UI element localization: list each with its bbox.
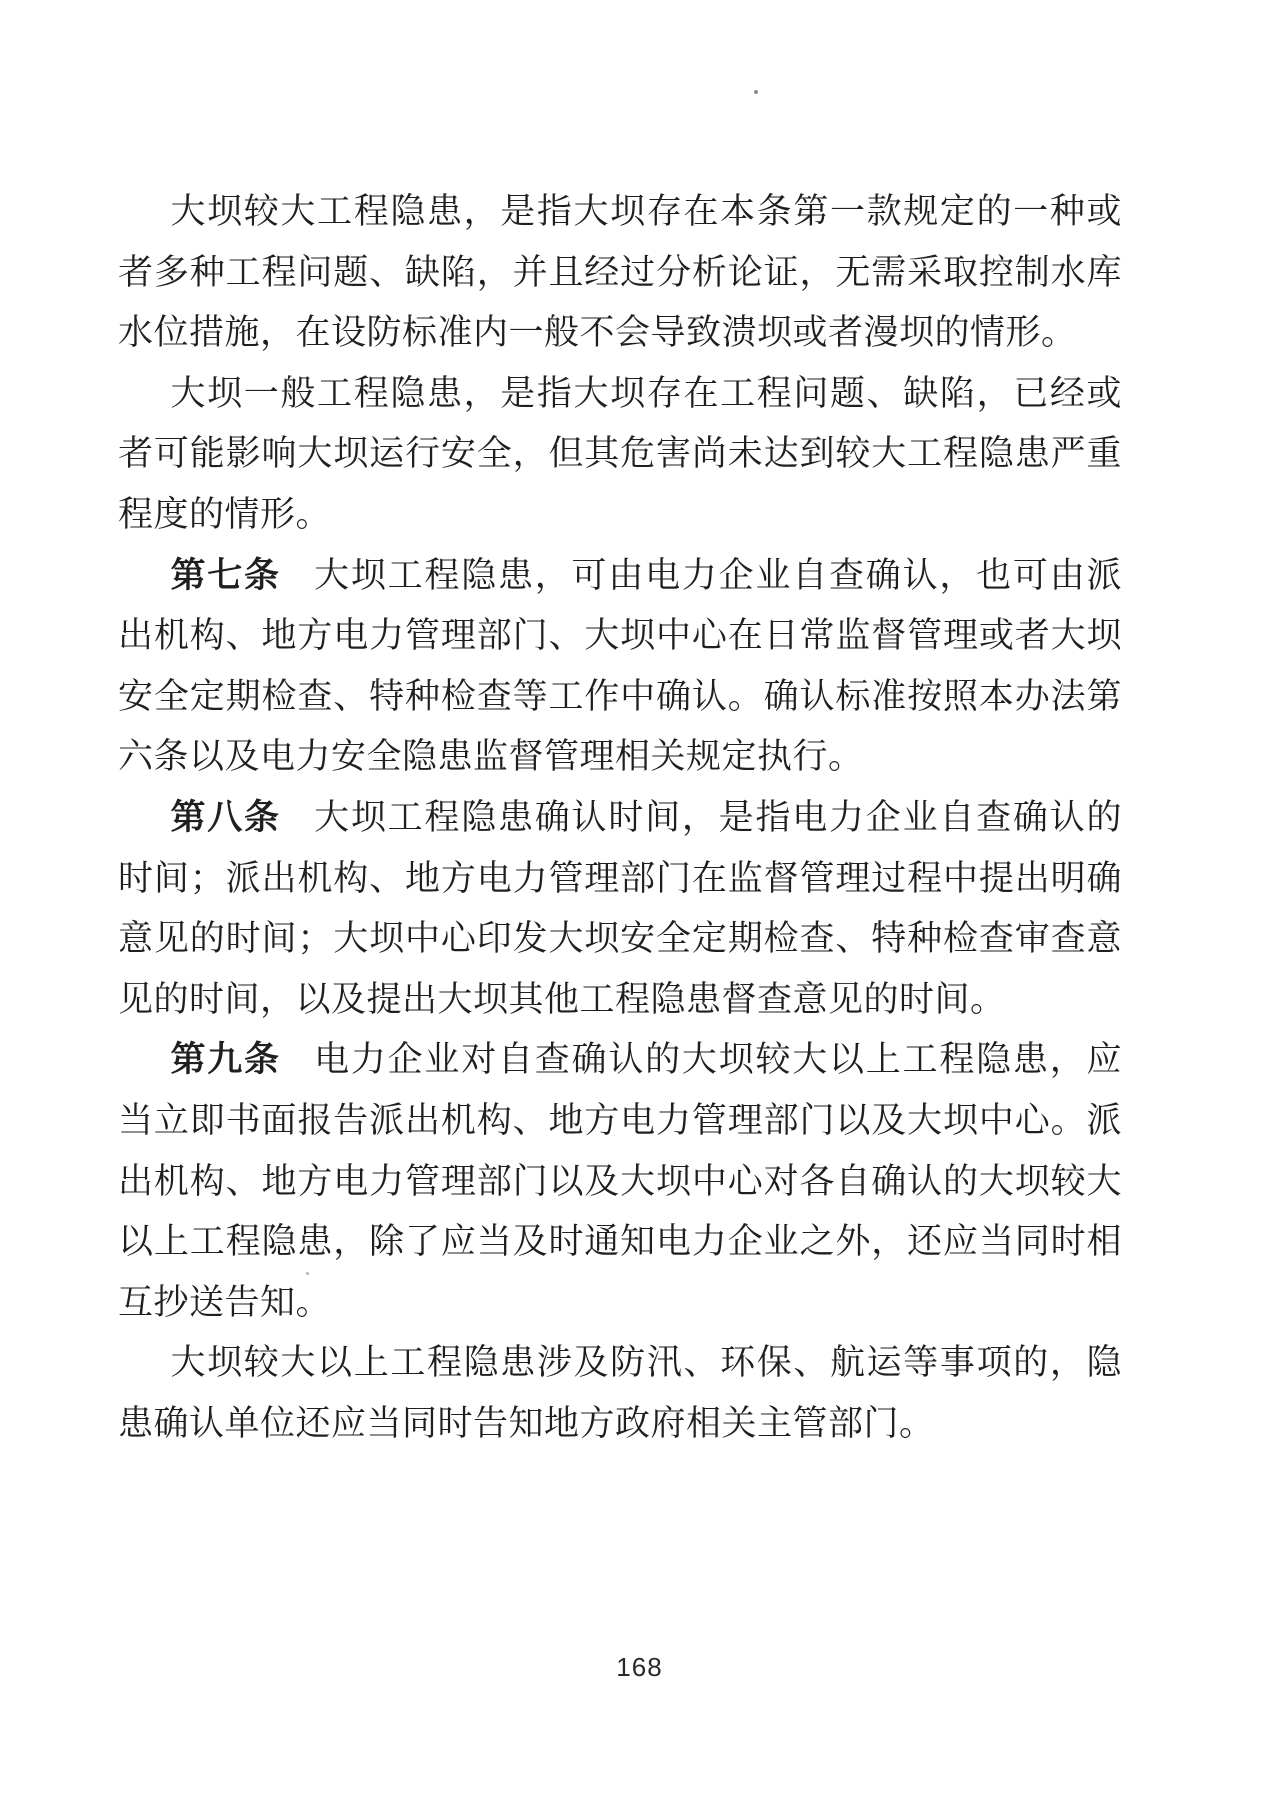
paragraph-article-7 bbox=[118, 546, 1122, 788]
paragraph-definition-major-hazard bbox=[118, 182, 1122, 364]
paragraph-text: 大坝较大工程隐患，是指大坝存在本条第一款规定的一种或者多种工程问题、缺陷，并且经过分析论证，无需采取控制水库水位措施，在设防标准内一般不会导致溃坝或者漫坝的情形。 bbox=[118, 192, 1122, 353]
article-7-term: 第七条 bbox=[170, 555, 281, 595]
paragraph-definition-general-hazard bbox=[118, 364, 1122, 546]
paragraph-article-9-continued bbox=[118, 1333, 1122, 1454]
article-9-term: 第九条 bbox=[170, 1040, 281, 1080]
paragraph-text: 电力企业对自查确认的大坝较大以上工程隐患，应当立即书面报告派出机构、地方电力管理部门以及大坝中心。派出机构、地方电力管理部门以及大坝中心对各自确认的大坝较大以上工程隐患，除了应当及时通知电力企业之外，还应当同时相互抄送告知。 bbox=[118, 1040, 1122, 1322]
paragraph-article-9 bbox=[118, 1030, 1122, 1333]
paragraph-article-8 bbox=[118, 788, 1122, 1030]
body-text bbox=[118, 182, 1122, 1454]
paragraph-text: 大坝工程隐患，可由电力企业自查确认，也可由派出机构、地方电力管理部门、大坝中心在日常监督管理或者大坝安全定期检查、特种检查等工作中确认。确认标准按照本办法第六条以及电力安全隐患监督管理相关规定执行。 bbox=[118, 555, 1122, 777]
paragraph-text: 大坝工程隐患确认时间，是指电力企业自查确认的时间；派出机构、地方电力管理部门在监督管理过程中提出明确意见的时间；大坝中心印发大坝安全定期检查、特种检查审查意见的时间，以及提出大坝其他工程隐患督查意见的时间。 bbox=[118, 797, 1122, 1019]
page-number: 168 bbox=[616, 1652, 663, 1682]
paragraph-text: 大坝一般工程隐患，是指大坝存在工程问题、缺陷，已经或者可能影响大坝运行安全，但其危害尚未达到较大工程隐患严重程度的情形。 bbox=[118, 373, 1122, 534]
scan-speck bbox=[754, 90, 758, 94]
article-8-term: 第八条 bbox=[170, 797, 281, 837]
paragraph-text: 大坝较大以上工程隐患涉及防汛、环保、航运等事项的，隐患确认单位还应当同时告知地方政府相关主管部门。 bbox=[118, 1343, 1122, 1443]
